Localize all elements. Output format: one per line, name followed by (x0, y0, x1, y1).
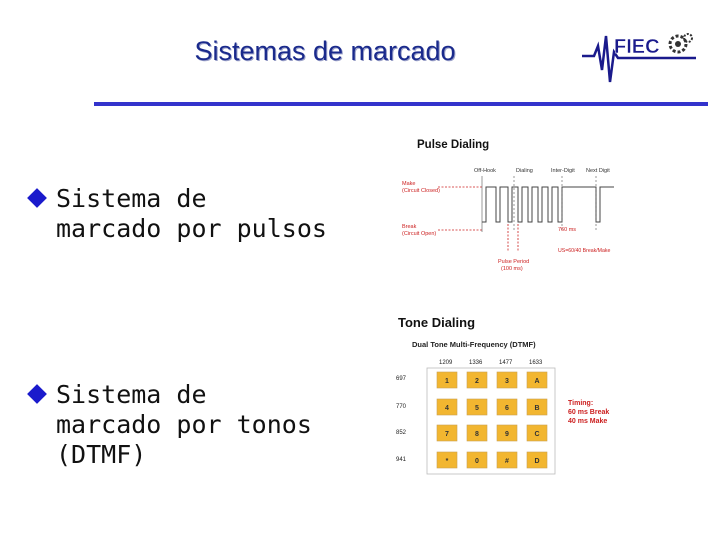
slide-title: Sistemas de marcado (194, 36, 456, 66)
col-freq-0: 1209 (439, 360, 453, 366)
key-label: D (534, 458, 540, 465)
diamond-bullet-icon (27, 384, 47, 404)
label-inter-digit: Inter-Digit (551, 168, 575, 174)
key-label: 8 (475, 431, 479, 438)
col-freq-3: 1633 (529, 360, 543, 366)
label-pulse-period-sub: (100 ms) (501, 266, 523, 272)
key-label: 3 (505, 378, 509, 385)
tone-title: Tone Dialing (398, 315, 476, 330)
key-label: * (445, 458, 449, 465)
bullet-line: Sistema de (56, 380, 207, 409)
label-ratio: US=60/40 Break/Make (558, 248, 611, 254)
key-label: 2 (475, 378, 479, 385)
key-label: 0 (475, 458, 479, 465)
label-make: Make (402, 181, 416, 187)
pulse-dialing-diagram (396, 132, 622, 282)
key-label: 5 (475, 405, 479, 412)
pulse-waveform (482, 187, 614, 222)
keypad (437, 372, 547, 468)
label-pulse-period: Pulse Period (498, 259, 530, 265)
key-label: B (534, 405, 540, 412)
key-label: C (534, 431, 540, 438)
label-make-sub: (Circuit Closed) (402, 188, 440, 194)
bullet-line: marcado por tonos (56, 410, 312, 439)
row-freq-1: 770 (396, 404, 407, 410)
label-break-sub: (Circuit Open) (402, 231, 437, 237)
key-label: # (505, 458, 509, 465)
key-label: 1 (445, 378, 449, 385)
label-dialing: Dialing (516, 168, 533, 174)
label-off-hook: Off-Hook (474, 168, 496, 174)
timing-title: Timing: (568, 400, 594, 407)
label-next-digit: Next Digit (586, 168, 610, 174)
key-label: 6 (505, 405, 509, 412)
col-freq-2: 1477 (499, 360, 513, 366)
label-break: Break (402, 224, 417, 230)
timing-make: 40 ms Make (568, 418, 608, 425)
fiec-logo (578, 22, 698, 92)
key-label: 4 (445, 405, 449, 412)
row-freq-2: 852 (396, 430, 407, 436)
tone-subtitle: Dual Tone Multi-Frequency (DTMF) (412, 340, 536, 349)
bullet-line: (DTMF) (56, 440, 147, 469)
pulse-title: Pulse Dialing (417, 139, 490, 151)
title-underline (94, 102, 708, 106)
row-freq-3: 941 (396, 457, 407, 463)
key-label: 7 (445, 431, 449, 438)
label-760ms: 760 ms (558, 227, 577, 233)
timing-break: 60 ms Break (568, 409, 610, 416)
row-freq-0: 697 (396, 376, 407, 382)
bullet-line: marcado por pulsos (56, 214, 327, 243)
col-freq-1: 1336 (469, 360, 483, 366)
key-label: 9 (505, 431, 509, 438)
key-label: A (534, 378, 540, 385)
logo-text: FIEC (614, 36, 660, 58)
tone-dialing-diagram (388, 310, 638, 480)
diamond-bullet-icon (27, 188, 47, 208)
bullet-line: Sistema de (56, 184, 207, 213)
